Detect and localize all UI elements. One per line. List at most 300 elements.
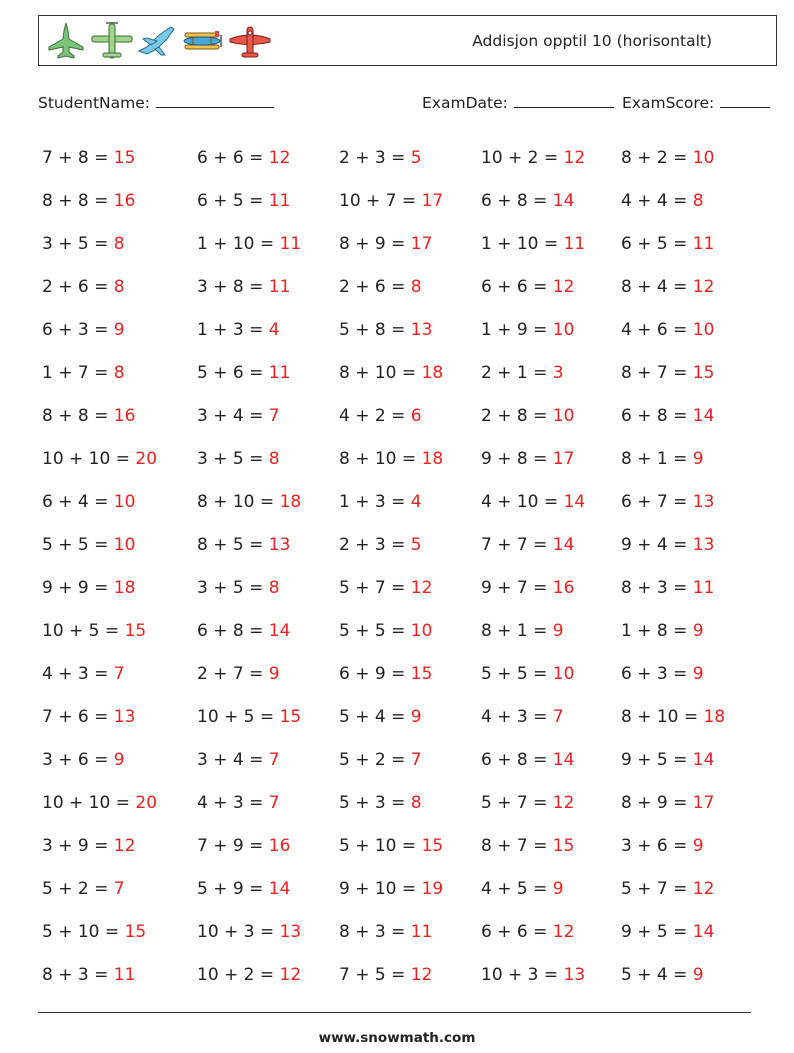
problem-question: 8 + 7 =: [621, 362, 693, 383]
red-plane-icon: [227, 21, 273, 61]
problem-question: 4 + 6 =: [621, 319, 693, 340]
problem-cell: [621, 277, 762, 297]
problem-cell: [339, 965, 481, 985]
problem-question: 10 + 7 =: [339, 190, 422, 211]
problem-answer: 11: [279, 233, 302, 254]
problem-answer: 8: [113, 233, 125, 254]
problem-cell: [481, 363, 621, 383]
problem-cell: [481, 750, 621, 770]
problem-question: 5 + 10 =: [42, 921, 125, 942]
fighter-jet-icon: [45, 21, 87, 61]
problem-answer: 10: [692, 147, 715, 168]
problem-cell: [481, 664, 621, 684]
problem-question: 6 + 5 =: [197, 190, 269, 211]
problem-question: 8 + 9 =: [621, 792, 693, 813]
problem-question: 6 + 3 =: [621, 663, 693, 684]
problem-question: 5 + 7 =: [621, 878, 693, 899]
problem-question: 10 + 2 =: [197, 964, 280, 985]
problem-cell: [339, 578, 481, 598]
problem-cell: [339, 234, 481, 254]
problem-question: 6 + 8 =: [481, 190, 553, 211]
problem-cell: [339, 492, 481, 512]
student-name-label: StudentName:: [38, 94, 150, 112]
problem-answer: 12: [410, 964, 433, 985]
problem-cell: [481, 449, 621, 469]
problem-answer: 10: [552, 405, 575, 426]
problem-answer: 17: [410, 233, 433, 254]
problem-cell: [339, 793, 481, 813]
problem-answer: 15: [692, 362, 715, 383]
exam-date-blank[interactable]: [514, 93, 614, 108]
problem-answer: 14: [563, 491, 586, 512]
problem-answer: 7: [113, 663, 125, 684]
problem-question: 7 + 9 =: [197, 835, 269, 856]
problem-question: 7 + 5 =: [339, 964, 411, 985]
problem-cell: [339, 449, 481, 469]
problem-cell: [621, 793, 762, 813]
problem-answer: 13: [563, 964, 586, 985]
problem-question: 9 + 9 =: [42, 577, 114, 598]
problem-cell: [42, 578, 197, 598]
problem-row: [42, 394, 782, 437]
problem-cell: [197, 836, 339, 856]
problem-cell: [339, 664, 481, 684]
problem-question: 3 + 4 =: [197, 405, 269, 426]
problem-answer: 11: [268, 362, 291, 383]
problem-cell: [42, 965, 197, 985]
problem-cell: [481, 965, 621, 985]
problem-cell: [42, 922, 197, 942]
problem-question: 1 + 3 =: [197, 319, 269, 340]
footer-divider: [38, 1012, 751, 1013]
problem-cell: [621, 535, 762, 555]
problem-answer: 12: [279, 964, 302, 985]
problem-cell: [197, 578, 339, 598]
problem-answer: 12: [692, 878, 715, 899]
problem-question: 5 + 8 =: [339, 319, 411, 340]
problem-cell: [42, 750, 197, 770]
problem-answer: 12: [692, 276, 715, 297]
problem-answer: 5: [410, 534, 422, 555]
header-box: [38, 15, 777, 66]
problem-answer: 3: [552, 362, 564, 383]
problem-cell: [197, 492, 339, 512]
problem-answer: 9: [692, 448, 704, 469]
problem-cell: [481, 879, 621, 899]
problem-answer: 9: [113, 749, 125, 770]
problem-cell: [339, 363, 481, 383]
student-name-blank[interactable]: [156, 93, 274, 108]
problem-grid: [42, 136, 782, 996]
problem-cell: [42, 621, 197, 641]
problem-answer: 18: [113, 577, 136, 598]
problem-row: [42, 222, 782, 265]
problem-answer: 14: [692, 749, 715, 770]
problem-answer: 10: [113, 534, 136, 555]
problem-answer: 11: [692, 233, 715, 254]
problem-cell: [621, 879, 762, 899]
problem-cell: [481, 922, 621, 942]
problem-row: [42, 480, 782, 523]
problem-row: [42, 695, 782, 738]
problem-answer: 7: [268, 792, 280, 813]
problem-question: 4 + 2 =: [339, 405, 411, 426]
problem-question: 1 + 8 =: [621, 620, 693, 641]
problem-answer: 9: [692, 835, 704, 856]
problem-answer: 13: [113, 706, 136, 727]
problem-answer: 10: [113, 491, 136, 512]
problem-question: 6 + 8 =: [481, 749, 553, 770]
problem-cell: [197, 664, 339, 684]
problem-answer: 8: [410, 792, 422, 813]
problem-answer: 11: [410, 921, 433, 942]
problem-answer: 11: [268, 190, 291, 211]
problem-question: 10 + 10 =: [42, 792, 136, 813]
problem-answer: 15: [124, 620, 147, 641]
problem-answer: 8: [410, 276, 422, 297]
problem-answer: 13: [692, 534, 715, 555]
problem-answer: 20: [135, 448, 158, 469]
problem-question: 8 + 5 =: [197, 534, 269, 555]
problem-question: 8 + 8 =: [42, 190, 114, 211]
problem-question: 6 + 6 =: [197, 147, 269, 168]
problem-answer: 16: [113, 405, 136, 426]
problem-answer: 12: [410, 577, 433, 598]
problem-answer: 12: [563, 147, 586, 168]
problem-cell: [42, 234, 197, 254]
problem-answer: 9: [692, 964, 704, 985]
problem-row: [42, 781, 782, 824]
problem-question: 8 + 3 =: [339, 921, 411, 942]
problem-cell: [481, 707, 621, 727]
problem-question: 9 + 8 =: [481, 448, 553, 469]
problem-question: 8 + 8 =: [42, 405, 114, 426]
problem-cell: [197, 750, 339, 770]
problem-question: 5 + 5 =: [339, 620, 411, 641]
exam-score-field[interactable]: [622, 93, 770, 112]
problem-row: [42, 179, 782, 222]
problem-question: 10 + 3 =: [197, 921, 280, 942]
problem-question: 9 + 5 =: [621, 749, 693, 770]
problem-question: 8 + 7 =: [481, 835, 553, 856]
jet-plane-icon: [137, 21, 177, 61]
problem-question: 10 + 5 =: [197, 706, 280, 727]
problem-answer: 13: [410, 319, 433, 340]
problem-cell: [621, 492, 762, 512]
problem-answer: 11: [268, 276, 291, 297]
problem-cell: [339, 320, 481, 340]
problem-cell: [339, 750, 481, 770]
problem-cell: [42, 664, 197, 684]
problem-cell: [197, 621, 339, 641]
problem-answer: 14: [552, 190, 575, 211]
problem-answer: 7: [410, 749, 422, 770]
problem-question: 8 + 10 =: [197, 491, 280, 512]
problem-question: 8 + 3 =: [621, 577, 693, 598]
problem-question: 4 + 3 =: [481, 706, 553, 727]
problem-cell: [621, 406, 762, 426]
problem-answer: 15: [113, 147, 136, 168]
problem-question: 6 + 8 =: [197, 620, 269, 641]
problem-cell: [481, 406, 621, 426]
problem-cell: [621, 234, 762, 254]
problem-question: 3 + 5 =: [42, 233, 114, 254]
problem-question: 5 + 6 =: [197, 362, 269, 383]
problem-question: 1 + 10 =: [197, 233, 280, 254]
problem-answer: 15: [552, 835, 575, 856]
problem-row: [42, 953, 782, 996]
problem-question: 8 + 4 =: [621, 276, 693, 297]
problem-cell: [42, 449, 197, 469]
problem-answer: 13: [268, 534, 291, 555]
problem-cell: [339, 922, 481, 942]
problem-row: [42, 351, 782, 394]
problem-cell: [621, 148, 762, 168]
problem-question: 6 + 7 =: [621, 491, 693, 512]
problem-cell: [621, 578, 762, 598]
problem-cell: [42, 836, 197, 856]
problem-answer: 8: [692, 190, 704, 211]
problem-question: 6 + 5 =: [621, 233, 693, 254]
problem-question: 7 + 7 =: [481, 534, 553, 555]
problem-answer: 14: [268, 620, 291, 641]
problem-cell: [197, 363, 339, 383]
problem-cell: [621, 363, 762, 383]
problem-question: 2 + 1 =: [481, 362, 553, 383]
problem-cell: [481, 148, 621, 168]
problem-cell: [197, 406, 339, 426]
problem-answer: 6: [410, 405, 422, 426]
problem-answer: 14: [552, 534, 575, 555]
problem-question: 3 + 8 =: [197, 276, 269, 297]
problem-answer: 10: [552, 663, 575, 684]
problem-question: 8 + 10 =: [621, 706, 704, 727]
problem-question: 5 + 5 =: [481, 663, 553, 684]
problem-question: 5 + 9 =: [197, 878, 269, 899]
exam-score-blank[interactable]: [720, 93, 770, 108]
problem-question: 5 + 7 =: [339, 577, 411, 598]
problem-answer: 8: [113, 362, 125, 383]
student-name-field[interactable]: [38, 93, 274, 112]
problem-answer: 18: [703, 706, 726, 727]
problem-answer: 8: [268, 577, 280, 598]
problem-answer: 16: [268, 835, 291, 856]
problem-cell: [197, 277, 339, 297]
problem-question: 10 + 10 =: [42, 448, 136, 469]
problem-question: 5 + 7 =: [481, 792, 553, 813]
problem-answer: 12: [552, 276, 575, 297]
problem-question: 2 + 8 =: [481, 405, 553, 426]
problem-cell: [339, 191, 481, 211]
problem-question: 2 + 7 =: [197, 663, 269, 684]
problem-question: 6 + 4 =: [42, 491, 114, 512]
problem-answer: 19: [421, 878, 444, 899]
problem-question: 6 + 3 =: [42, 319, 114, 340]
problem-answer: 9: [268, 663, 280, 684]
problem-cell: [481, 191, 621, 211]
problem-question: 8 + 1 =: [621, 448, 693, 469]
problem-question: 10 + 3 =: [481, 964, 564, 985]
problem-cell: [42, 363, 197, 383]
problem-row: [42, 308, 782, 351]
problem-row: [42, 738, 782, 781]
problem-cell: [621, 922, 762, 942]
problem-answer: 5: [410, 147, 422, 168]
problem-question: 4 + 3 =: [197, 792, 269, 813]
problem-cell: [42, 406, 197, 426]
problem-cell: [197, 191, 339, 211]
problem-cell: [197, 449, 339, 469]
problem-row: [42, 824, 782, 867]
problem-cell: [197, 965, 339, 985]
problem-answer: 9: [692, 663, 704, 684]
problem-answer: 7: [552, 706, 564, 727]
problem-row: [42, 265, 782, 308]
problem-cell: [197, 535, 339, 555]
problem-question: 8 + 10 =: [339, 362, 422, 383]
problem-question: 10 + 5 =: [42, 620, 125, 641]
problem-cell: [42, 535, 197, 555]
problem-answer: 12: [552, 792, 575, 813]
problem-cell: [197, 793, 339, 813]
problem-answer: 14: [268, 878, 291, 899]
problem-answer: 11: [113, 964, 136, 985]
problem-row: [42, 867, 782, 910]
problem-answer: 12: [113, 835, 136, 856]
problem-cell: [197, 320, 339, 340]
problem-cell: [197, 234, 339, 254]
problem-cell: [339, 406, 481, 426]
problem-row: [42, 437, 782, 480]
problem-question: 4 + 3 =: [42, 663, 114, 684]
problem-answer: 18: [421, 362, 444, 383]
problem-question: 10 + 2 =: [481, 147, 564, 168]
problem-question: 8 + 1 =: [481, 620, 553, 641]
problem-answer: 7: [268, 405, 280, 426]
problem-answer: 9: [113, 319, 125, 340]
problem-question: 1 + 9 =: [481, 319, 553, 340]
problem-question: 5 + 2 =: [42, 878, 114, 899]
problem-cell: [197, 879, 339, 899]
problem-cell: [42, 320, 197, 340]
problem-question: 1 + 7 =: [42, 362, 114, 383]
problem-answer: 17: [421, 190, 444, 211]
worksheet-title: Addisjon opptil 10 (horisontalt): [472, 32, 712, 50]
problem-cell: [481, 277, 621, 297]
problem-answer: 10: [552, 319, 575, 340]
problem-answer: 14: [692, 405, 715, 426]
exam-date-label: ExamDate:: [422, 94, 508, 112]
problem-question: 9 + 5 =: [621, 921, 693, 942]
problem-cell: [621, 836, 762, 856]
problem-question: 4 + 4 =: [621, 190, 693, 211]
problem-answer: 7: [113, 878, 125, 899]
problem-question: 4 + 10 =: [481, 491, 564, 512]
problem-answer: 9: [552, 620, 564, 641]
problem-answer: 15: [279, 706, 302, 727]
problem-cell: [197, 707, 339, 727]
problem-cell: [481, 492, 621, 512]
problem-answer: 15: [410, 663, 433, 684]
problem-answer: 11: [692, 577, 715, 598]
problem-answer: 18: [279, 491, 302, 512]
problem-row: [42, 523, 782, 566]
problem-answer: 16: [113, 190, 136, 211]
problem-answer: 14: [692, 921, 715, 942]
problem-cell: [339, 879, 481, 899]
problem-cell: [621, 621, 762, 641]
problem-row: [42, 136, 782, 179]
problem-cell: [481, 621, 621, 641]
problem-question: 8 + 2 =: [621, 147, 693, 168]
problem-cell: [621, 664, 762, 684]
problem-question: 1 + 10 =: [481, 233, 564, 254]
exam-date-field[interactable]: [422, 93, 614, 112]
problem-question: 3 + 5 =: [197, 448, 269, 469]
problem-row: [42, 609, 782, 652]
problem-answer: 8: [113, 276, 125, 297]
problem-cell: [42, 492, 197, 512]
problem-question: 1 + 3 =: [339, 491, 411, 512]
problem-question: 7 + 6 =: [42, 706, 114, 727]
problem-cell: [42, 148, 197, 168]
problem-cell: [339, 535, 481, 555]
problem-question: 3 + 6 =: [621, 835, 693, 856]
problem-question: 6 + 8 =: [621, 405, 693, 426]
problem-row: [42, 652, 782, 695]
problem-answer: 17: [552, 448, 575, 469]
problem-question: 8 + 3 =: [42, 964, 114, 985]
problem-question: 6 + 9 =: [339, 663, 411, 684]
problem-cell: [42, 277, 197, 297]
problem-question: 9 + 4 =: [621, 534, 693, 555]
problem-cell: [42, 793, 197, 813]
problem-question: 6 + 6 =: [481, 276, 553, 297]
problem-question: 9 + 7 =: [481, 577, 553, 598]
problem-cell: [481, 836, 621, 856]
problem-answer: 9: [552, 878, 564, 899]
problem-answer: 4: [268, 319, 280, 340]
problem-cell: [481, 535, 621, 555]
problem-cell: [621, 707, 762, 727]
problem-cell: [481, 793, 621, 813]
problem-cell: [621, 750, 762, 770]
problem-answer: 17: [692, 792, 715, 813]
problem-answer: 12: [552, 921, 575, 942]
problem-cell: [197, 922, 339, 942]
problem-answer: 7: [268, 749, 280, 770]
problem-answer: 13: [692, 491, 715, 512]
problem-cell: [621, 191, 762, 211]
problem-answer: 8: [268, 448, 280, 469]
problem-question: 2 + 3 =: [339, 534, 411, 555]
problem-cell: [197, 148, 339, 168]
exam-score-label: ExamScore:: [622, 94, 715, 112]
problem-cell: [42, 191, 197, 211]
propeller-plane-icon: [89, 21, 135, 61]
problem-question: 3 + 5 =: [197, 577, 269, 598]
header-icons: [45, 21, 273, 61]
problem-answer: 9: [692, 620, 704, 641]
problem-answer: 15: [421, 835, 444, 856]
problem-question: 3 + 4 =: [197, 749, 269, 770]
problem-cell: [339, 836, 481, 856]
problem-row: [42, 910, 782, 953]
problem-cell: [481, 234, 621, 254]
problem-cell: [339, 148, 481, 168]
problem-row: [42, 566, 782, 609]
problem-cell: [481, 320, 621, 340]
